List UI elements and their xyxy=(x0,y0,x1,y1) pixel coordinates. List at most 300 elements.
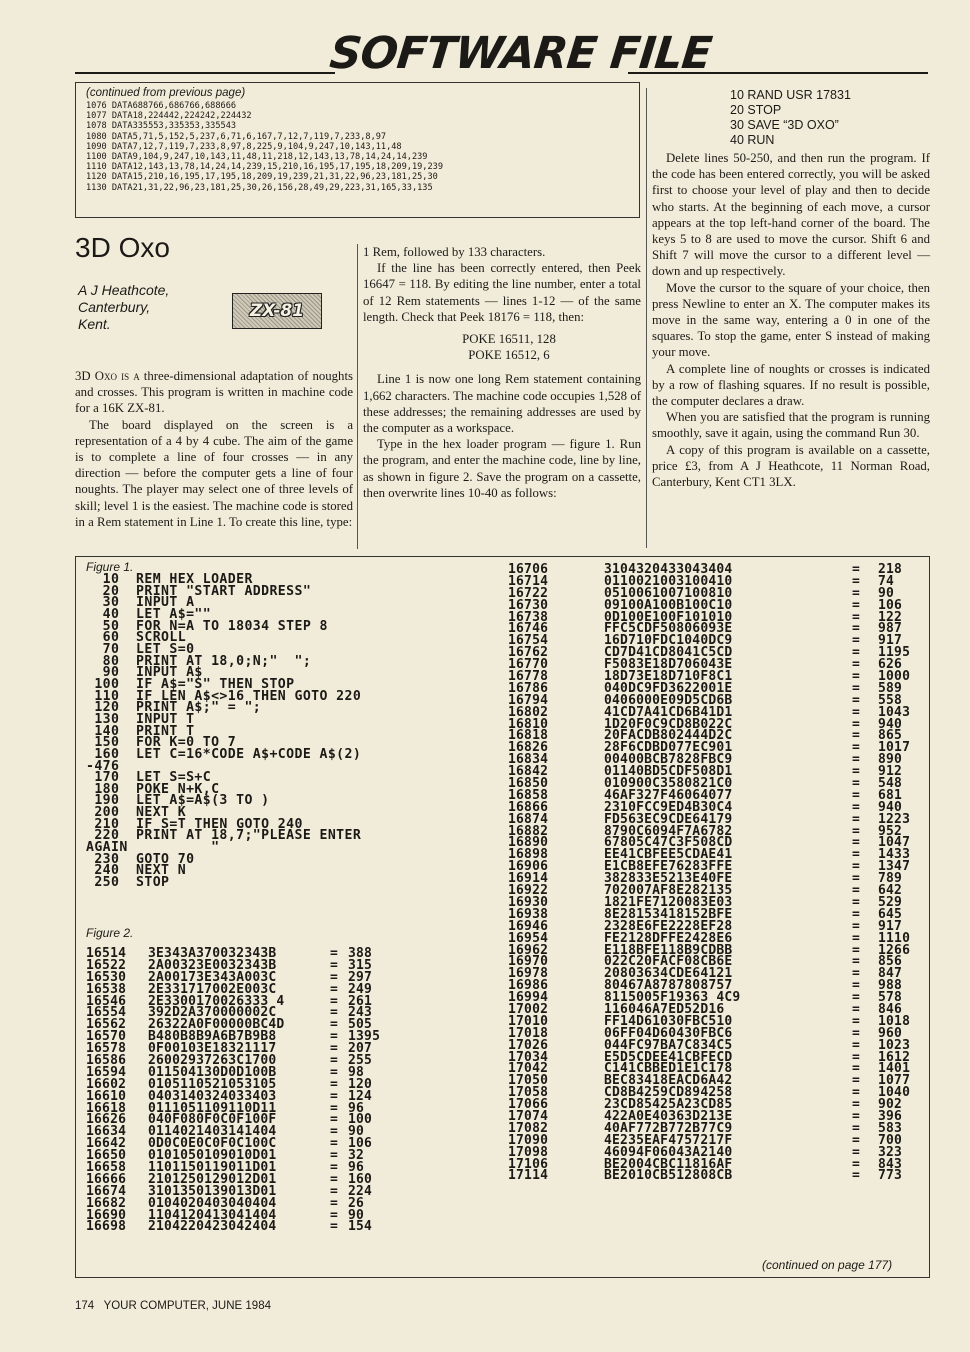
figure-2-hex-code: 0111051109110D11 xyxy=(148,1100,277,1116)
figure-2-checksum: 1018 xyxy=(878,1013,911,1029)
figure-2-checksum: 843 xyxy=(878,1156,903,1172)
figure-2-equals: = xyxy=(852,692,861,708)
figure-2-address: 16778 xyxy=(508,669,549,685)
figure-2-hex-code: 09100A100B100C10 xyxy=(604,597,733,613)
figure-2-checksum: 160 xyxy=(348,1171,373,1187)
figure-2-hex-code: 1821FE7120083E03 xyxy=(604,894,733,910)
figure-2-row xyxy=(86,1019,476,1031)
figure-2-hex-code: F5083E18D706043E xyxy=(604,657,733,673)
figure-2-address: 16922 xyxy=(508,883,549,899)
figure-2-row xyxy=(86,1055,476,1067)
figure-2-address: 16618 xyxy=(86,1100,127,1116)
figure-2-checksum: 529 xyxy=(878,894,903,910)
figure-2-hex-code: FD563EC9CDE64179 xyxy=(604,811,733,827)
figure-2-equals: = xyxy=(330,1183,339,1199)
header-rule-right xyxy=(628,72,928,74)
figure-2-hex-code: 1101150119011D01 xyxy=(148,1160,277,1176)
figure-2-equals: = xyxy=(330,1136,339,1152)
figure-2-checksum: 1433 xyxy=(878,847,911,863)
figure-2-equals: = xyxy=(852,728,861,744)
figure-2-hex-code: E1CB8EFE76283FFE xyxy=(604,859,733,875)
figure-2-checksum: 1223 xyxy=(878,811,911,827)
figure-2-row xyxy=(86,957,476,973)
figure-2-checksum: 315 xyxy=(348,957,373,973)
figure-2-address: 16770 xyxy=(508,657,549,673)
figure-2-equals: = xyxy=(330,1171,339,1187)
column-divider-1 xyxy=(357,244,358,549)
figure-2-address: 16962 xyxy=(508,942,549,958)
figure-2-checksum: 124 xyxy=(348,1088,373,1104)
figure-2-checksum: 323 xyxy=(878,1144,903,1160)
figure-2-address: 17010 xyxy=(508,1013,549,1029)
figure-2-address: 17074 xyxy=(508,1108,549,1124)
figure-2-hex-code: 0104020403040404 xyxy=(148,1195,277,1211)
figure-2-row xyxy=(86,993,476,1009)
figure-2-hex-code: BE2004CBC11816AF xyxy=(604,1156,733,1172)
figure-1-line: 70 LET S=0 xyxy=(86,641,195,657)
figure-2-row xyxy=(86,1076,476,1092)
listing-line: 1080 DATA5,71,5,152,5,237,6,71,6,167,7,12,7,119,7,233,8,97 xyxy=(86,131,387,142)
figure-2-hex-code: 0403140324033403 xyxy=(148,1088,277,1104)
figure-2-checksum: 106 xyxy=(878,597,903,613)
figure-2-hex-code: 392D2A370000002C xyxy=(148,1005,277,1021)
figure-1-line: 40 LET A$="" xyxy=(86,606,212,622)
figure-2-checksum: 558 xyxy=(878,692,903,708)
figure-2-hex-code: 116046A7ED52D16 xyxy=(604,1001,725,1017)
figure-2-equals: = xyxy=(852,716,861,732)
figure-2-address: 16802 xyxy=(508,704,549,720)
figure-1-line: 190 LET A$=A$(3 TO ) xyxy=(86,793,270,809)
figure-1-line: 20 PRINT "START ADDRESS" xyxy=(86,583,312,599)
figure-2-hex-code: 1104120413041404 xyxy=(148,1207,277,1223)
col3-paragraph-1: Delete lines 50-250, and then run the program. If the code has been entered correctly, you will be asked first to choose your level of play and then to decide who starts. At the beginning of each move, a cursor appears at the top left-hand corner of the board. The keys 5 to 8 are used to move the cursor. Shift 6 and Shift 7 will move the cursor to a different level — down and up respectively. xyxy=(652,151,930,279)
figure-2-hex-code: FF14D61030FBC510 xyxy=(604,1013,733,1029)
figure-2-address: 16602 xyxy=(86,1076,127,1092)
figure-1-line: 230 GOTO 70 xyxy=(86,851,195,867)
figure-2-checksum: 1000 xyxy=(878,669,911,685)
figure-2-checksum: 789 xyxy=(878,871,903,887)
figure-2-address: 16762 xyxy=(508,645,549,661)
figure-2-equals: = xyxy=(330,1207,339,1223)
figure-2-checksum: 917 xyxy=(878,918,903,934)
figure-2-address: 16538 xyxy=(86,981,127,997)
figure-2-address: 16674 xyxy=(86,1183,127,1199)
figure-2-equals: = xyxy=(852,990,861,1006)
figure-2-checksum: 773 xyxy=(878,1168,903,1184)
figure-2-hex-code: 040F080F0C0F100F xyxy=(148,1112,277,1128)
save-line: 40 RUN xyxy=(730,133,775,147)
figure-2-row xyxy=(508,1170,928,1182)
figure-2-address: 17002 xyxy=(508,1001,549,1017)
figure-2-row xyxy=(86,1114,476,1126)
figure-2-equals: = xyxy=(852,562,861,577)
figure-2-checksum: 120 xyxy=(348,1076,373,1092)
figure-2-checksum: 681 xyxy=(878,787,903,803)
figure-2-equals: = xyxy=(852,930,861,946)
figure-2-address: 17026 xyxy=(508,1037,549,1053)
col2-paragraph-2: If the line has been correctly entered, then Peek 16647 = 118. By editing the line number, enter a total of 12 Rem statements — lines 1-12 — of the same length. Check that Peek 18176 = 118, then: xyxy=(363,261,641,324)
figure-2-equals: = xyxy=(330,1219,339,1235)
figure-2-address: 16914 xyxy=(508,871,549,887)
figure-2-hex-code: 382833E5213E40FE xyxy=(604,871,733,887)
figure-2-hex-code: 2E3300170026333 4 xyxy=(148,993,285,1009)
figure-2-checksum: 700 xyxy=(878,1132,903,1148)
save-line: 20 STOP xyxy=(730,103,782,117)
figure-2-address: 17098 xyxy=(508,1144,549,1160)
figure-2-address: 17066 xyxy=(508,1097,549,1113)
figure-2-checksum: 847 xyxy=(878,966,903,982)
figure-1-line: 150 FOR K=0 TO 7 xyxy=(86,735,237,751)
figure-2-equals: = xyxy=(852,966,861,982)
figure-2-hex-code: 1D20F0C9CD8B022C xyxy=(604,716,733,732)
listing-line: 1130 DATA21,31,22,96,23,181,25,30,26,156,28,49,29,223,31,165,33,135 xyxy=(86,182,433,193)
figure-2-checksum: 952 xyxy=(878,823,903,839)
figure-2-address: 16890 xyxy=(508,835,549,851)
figure-2-hex-code: 46094F06043A2140 xyxy=(604,1144,733,1160)
figure-2-continued-note: (continued on page 177) xyxy=(762,1258,893,1272)
figure-2-row xyxy=(86,1100,476,1116)
figure-1-line: 250 STOP xyxy=(86,875,170,891)
figure-2-hex-code: FE2128DFFE2428E6 xyxy=(604,930,733,946)
figure-1-line: 210 IF S=T THEN GOTO 240 xyxy=(86,816,303,832)
figure-2-hex-code: CD7D41CD8041C5CD xyxy=(604,645,733,661)
figure-2-equals: = xyxy=(852,704,861,720)
figure-2-checksum: 122 xyxy=(878,609,903,625)
figure-2-equals: = xyxy=(330,1124,339,1140)
figure-2-equals: = xyxy=(852,1037,861,1053)
col2-paragraph-1: 1 Rem, followed by 133 characters. xyxy=(363,245,546,259)
figure-2-hex-code: 8E28153418152BFE xyxy=(604,906,733,922)
figure-2-hex-code: 2A00173E343A003C xyxy=(148,969,277,985)
figure-2-row xyxy=(86,1031,476,1043)
figure-2-checksum: 865 xyxy=(878,728,903,744)
figure-1-line: 130 INPUT T xyxy=(86,711,195,727)
zx81-badge xyxy=(232,293,322,329)
save-line: 10 RAND USR 17831 xyxy=(730,88,851,102)
figure-2-address: 16650 xyxy=(86,1148,127,1164)
figure-2-address: 17082 xyxy=(508,1120,549,1136)
figure-2-equals: = xyxy=(330,946,339,961)
figure-2-equals: = xyxy=(852,669,861,685)
figure-2-checksum: 388 xyxy=(348,946,373,961)
figure-2-address: 16810 xyxy=(508,716,549,732)
column-divider-2 xyxy=(646,88,647,548)
figure-2-checksum: 207 xyxy=(348,1041,373,1057)
figure-2-checksum: 960 xyxy=(878,1025,903,1041)
figure-1-line: 60 SCROLL xyxy=(86,630,187,646)
figure-2-checksum: 224 xyxy=(348,1183,373,1199)
figure-1-line: 90 INPUT A$ xyxy=(86,665,203,681)
figure-2-address: 16866 xyxy=(508,799,549,815)
figure-2-address: 17106 xyxy=(508,1156,549,1172)
figure-2-address: 16754 xyxy=(508,633,549,649)
figure-2-address: 16722 xyxy=(508,585,549,601)
figure-2-hex-code: E5D5CDEE41CBFECD xyxy=(604,1049,733,1065)
figure-2-hex-code: EE41CBFEE5CDAE41 xyxy=(604,847,733,863)
col1-paragraph-1 xyxy=(75,368,353,417)
figure-2-hex-code: 4E235EAF4757217F xyxy=(604,1132,733,1148)
figure-2-address: 17114 xyxy=(508,1168,549,1184)
figure-2-equals: = xyxy=(852,633,861,649)
figure-2-right-table xyxy=(508,564,928,1182)
figure-2-hex-code: 18D73E18D710F8C1 xyxy=(604,669,733,685)
figure-2-row xyxy=(86,948,476,960)
figure-2-equals: = xyxy=(852,1168,861,1184)
author-byline xyxy=(78,282,169,333)
badge-label: ZX-81 xyxy=(249,301,305,321)
figure-2-hex-code: B480B8B9A6B7B9B8 xyxy=(148,1029,277,1045)
figure-2-checksum: 1395 xyxy=(348,1029,381,1045)
figure-2-address: 17034 xyxy=(508,1049,549,1065)
listing-line: 1100 DATA9,104,9,247,10,143,11,48,11,218,12,143,13,78,14,24,14,239 xyxy=(86,152,428,163)
figure-2-checksum: 505 xyxy=(348,1017,373,1033)
figure-1-line: 30 INPUT A xyxy=(86,595,195,611)
figure-2-hex-code: CD8B4259CD894258 xyxy=(604,1085,733,1101)
figure-1-line: 110 IF LEN A$<>16 THEN GOTO 220 xyxy=(86,688,362,704)
figure-2-checksum: 396 xyxy=(878,1108,903,1124)
figure-2-address: 16658 xyxy=(86,1160,127,1176)
figure-2-equals: = xyxy=(852,1061,861,1077)
figure-2-row xyxy=(86,1183,476,1199)
figure-1-line: 200 NEXT K xyxy=(86,805,187,821)
figure-2-checksum: 1110 xyxy=(878,930,911,946)
author-name: A J Heathcote, xyxy=(78,282,170,298)
figure-2-address: 17018 xyxy=(508,1025,549,1041)
figure-2-address: 16634 xyxy=(86,1124,127,1140)
figure-2-address: 17050 xyxy=(508,1073,549,1089)
figure-2-equals: = xyxy=(852,906,861,922)
figure-2-checksum: 987 xyxy=(878,621,903,637)
figure-2-row xyxy=(86,1043,476,1055)
figure-2-hex-code: 2328E6FE2228EF28 xyxy=(604,918,733,934)
figure-2-hex-code: 0F00103E18321117 xyxy=(148,1041,277,1057)
figure-2-equals: = xyxy=(852,1108,861,1124)
figure-1-line: AGAIN " xyxy=(86,840,220,856)
figure-2-address: 16578 xyxy=(86,1041,127,1057)
col3-paragraph-3: A complete line of noughts or crosses is indicated by a row of flashing squares. If no result is possible, the computer declares a draw. xyxy=(652,361,930,409)
figure-2-hex-code: 01140BD5CDF508D1 xyxy=(604,764,733,780)
figure-2-hex-code: 2310FCC9ED4B30C4 xyxy=(604,799,733,815)
figure-2-equals: = xyxy=(852,823,861,839)
figure-2-hex-code: 702007AF8E282135 xyxy=(604,883,733,899)
figure-2-hex-code: 23CD85425A23CD85 xyxy=(604,1097,733,1113)
col2-paragraph-4: Type in the hex loader program — figure 1. Run the program, and enter the machine code, line by line, as shown in figure 2. Save the program on a cassette, then overwrite lines 10-40 as follows: xyxy=(363,437,641,500)
figure-2-hex-code: 26002937263C1700 xyxy=(148,1053,277,1069)
figure-2-equals: = xyxy=(852,894,861,910)
figure-2-address: 16938 xyxy=(508,906,549,922)
author-town: Canterbury, xyxy=(78,299,151,315)
figure-2-address: 16978 xyxy=(508,966,549,982)
figure-2-checksum: 940 xyxy=(878,716,903,732)
listing-line: 1078 DATA335553,335353,335543 xyxy=(86,121,237,132)
figure-2-equals: = xyxy=(852,645,861,661)
figure-2-equals: = xyxy=(852,787,861,803)
figure-1-line: 160 LET C=16*CODE A$+CODE A$(2) xyxy=(86,746,362,762)
figure-2-checksum: 856 xyxy=(878,954,903,970)
figure-2-equals: = xyxy=(852,1025,861,1041)
figure-2-hex-code: 3104320433043404 xyxy=(604,562,733,577)
figure-2-address: 16994 xyxy=(508,990,549,1006)
figure-2-checksum: 645 xyxy=(878,906,903,922)
figure-2-hex-code: 0510061007100810 xyxy=(604,585,733,601)
figure-2-address: 16706 xyxy=(508,562,549,577)
figure-2-address: 16794 xyxy=(508,692,549,708)
figure-2-checksum: 1347 xyxy=(878,859,911,875)
figure-2-address: 16546 xyxy=(86,993,127,1009)
figure-2-checksum: 912 xyxy=(878,764,903,780)
figure-2-hex-code: 20803634CDE64121 xyxy=(604,966,733,982)
figure-2-checksum: 578 xyxy=(878,990,903,1006)
figure-2-checksum: 642 xyxy=(878,883,903,899)
figure-2-address: 16986 xyxy=(508,978,549,994)
figure-2-equals: = xyxy=(852,978,861,994)
figure-2-checksum: 96 xyxy=(348,1100,365,1116)
figure-2-address: 16898 xyxy=(508,847,549,863)
figure-2-equals: = xyxy=(852,776,861,792)
listing-box xyxy=(75,82,640,218)
figure-2-hex-code: 40AF772B772B77C9 xyxy=(604,1120,733,1136)
figure-2-equals: = xyxy=(852,942,861,958)
figure-2-checksum: 100 xyxy=(348,1112,373,1128)
figure-2-checksum: 1043 xyxy=(878,704,911,720)
figure-2-address: 17090 xyxy=(508,1132,549,1148)
figure-2-row xyxy=(86,1138,476,1150)
figure-2-hex-code: 28F6CDBD077EC901 xyxy=(604,740,733,756)
figure-2-address: 16714 xyxy=(508,573,549,589)
figure-2-hex-code: 8115005F19363 4C9 xyxy=(604,990,741,1006)
figure-2-equals: = xyxy=(852,680,861,696)
figure-2-equals: = xyxy=(852,609,861,625)
figure-1-listing xyxy=(86,574,361,889)
figure-2-checksum: 1612 xyxy=(878,1049,911,1065)
figure-2-hex-code: 0D100E100F101010 xyxy=(604,609,733,625)
col1-lead-caps: 3D Oxo is a xyxy=(75,369,140,383)
figure-2-equals: = xyxy=(330,1064,339,1080)
figure-2-hex-code: 26322A0F00000BC4D xyxy=(148,1017,285,1033)
figure-2-address: 16698 xyxy=(86,1219,127,1235)
author-county: Kent. xyxy=(78,316,111,332)
col3-paragraph-4: When you are satisfied that the program is running smoothly, save it again, using the command Run 30. xyxy=(652,410,930,441)
listing-lines xyxy=(86,101,629,193)
listing-line: 1110 DATA12,143,13,78,14,24,14,239,15,210,16,195,17,195,18,209,19,239 xyxy=(86,162,443,173)
figure-2-equals: = xyxy=(330,1041,339,1057)
figure-2-hex-code: 011504130D0D100B xyxy=(148,1064,277,1080)
figure-2-hex-code: BEC83418EACD6A42 xyxy=(604,1073,733,1089)
figure-2-row xyxy=(86,1064,476,1080)
figure-2-hex-code: 00400BCB7828FBC9 xyxy=(604,752,733,768)
listing-line: 1090 DATA7,12,7,119,7,233,8,97,8,225,9,104,9,247,10,143,11,48 xyxy=(86,141,402,152)
figure-2-address: 17058 xyxy=(508,1085,549,1101)
figure-1-line: 100 IF A$="S" THEN STOP xyxy=(86,676,295,692)
figure-2-equals: = xyxy=(852,752,861,768)
figure-2-address: 16586 xyxy=(86,1053,127,1069)
figure-2-equals: = xyxy=(330,957,339,973)
figure-2-equals: = xyxy=(852,1085,861,1101)
figure-2-hex-code: 16D710FDC1040DC9 xyxy=(604,633,733,649)
figure-2-checksum: 98 xyxy=(348,1064,365,1080)
figure-2-hex-code: 0406000E09D5CD6B xyxy=(604,692,733,708)
figure-2-equals: = xyxy=(852,871,861,887)
figure-2-address: 16842 xyxy=(508,764,549,780)
listing-line: 1077 DATA18,224442,224242,224432 xyxy=(86,111,252,122)
figure-1-line: 120 PRINT A$;" = "; xyxy=(86,700,262,716)
figure-2-checksum: 1266 xyxy=(878,942,911,958)
col2-paragraph-3: Line 1 is now one long Rem statement containing 1,662 characters. The machine code occupies 1,528 of these addresses; the remaining addresses are used by the computer as a workspace. xyxy=(363,372,641,436)
col3-paragraph-5: A copy of this program is available on a cassette, price £3, from A J Heathcote, 11 Norman Road, Canterbury, Kent CT1 3LX. xyxy=(652,442,930,490)
figure-2-equals: = xyxy=(852,1073,861,1089)
figure-2-hex-code: 46AF327F46064077 xyxy=(604,787,733,803)
figure-2-address: 16818 xyxy=(508,728,549,744)
figure-2-row xyxy=(86,1221,476,1233)
figure-2-equals: = xyxy=(852,1132,861,1148)
figure-2-equals: = xyxy=(330,981,339,997)
figure-2-hex-code: 2101250129012D01 xyxy=(148,1171,277,1187)
col1-p1-text: three-dimensional adaptation of noughts and crosses. This program is written in machine code for a 16K ZX-81. xyxy=(75,369,353,416)
figure-2-caption: Figure 2. xyxy=(86,926,134,940)
figure-2-address: 16642 xyxy=(86,1136,127,1152)
article-column-2 xyxy=(363,244,641,501)
col1-paragraph-2: The board displayed on the screen is a representation of a 4 by 4 cube. The aim of the game is to complete a line of four crosses — in any direction — before the computer gets a line of four noughts. The player may select one of three levels of skill; level 1 is the easiest. The machine code is stored in a Rem statement in Line 1. To create this line, type: xyxy=(75,417,353,529)
figure-2-equals: = xyxy=(852,740,861,756)
figure-2-equals: = xyxy=(852,954,861,970)
figure-2-equals: = xyxy=(852,859,861,875)
figure-2-equals: = xyxy=(852,883,861,899)
figure-2-address: 16610 xyxy=(86,1088,127,1104)
listing-continued-note: (continued from previous page) xyxy=(86,87,246,99)
figure-2-address: 16954 xyxy=(508,930,549,946)
figure-1-line: 50 FOR N=A TO 18034 STEP 8 xyxy=(86,618,328,634)
figure-2-checksum: 32 xyxy=(348,1148,365,1164)
figure-2-hex-code: 3101350139013D01 xyxy=(148,1183,277,1199)
figure-2-checksum: 1077 xyxy=(878,1073,911,1089)
figure-1-line: 180 POKE N+K,C xyxy=(86,781,220,797)
figure-2-checksum: 74 xyxy=(878,573,895,589)
figure-2-hex-code: 040DC9FD3622001E xyxy=(604,680,733,696)
figure-2-address: 16786 xyxy=(508,680,549,696)
figure-1-caption: Figure 1. xyxy=(86,560,134,574)
figure-2-checksum: 96 xyxy=(348,1160,365,1176)
figure-2-hex-code: 2A00323E0032343B xyxy=(148,957,277,973)
page-footer: 174 YOUR COMPUTER, JUNE 1984 xyxy=(75,1300,271,1312)
figure-2-address: 16730 xyxy=(508,597,549,613)
figure-2-hex-code: 044FC97BA7C834C5 xyxy=(604,1037,733,1053)
figure-1-line: 170 LET S=S+C xyxy=(86,770,212,786)
figure-2-address: 16874 xyxy=(508,811,549,827)
figure-2-row xyxy=(86,1171,476,1187)
figure-2-equals: = xyxy=(852,1097,861,1113)
figure-2-hex-code: 010900C3580821C0 xyxy=(604,776,733,792)
figure-2-equals: = xyxy=(852,811,861,827)
figure-2-address: 16930 xyxy=(508,894,549,910)
figure-2-equals: = xyxy=(852,1013,861,1029)
figure-2-equals: = xyxy=(852,573,861,589)
figure-2-equals: = xyxy=(330,1112,339,1128)
figure-2-equals: = xyxy=(330,1148,339,1164)
figure-2-address: 16666 xyxy=(86,1171,127,1187)
figure-2-address: 16738 xyxy=(508,609,549,625)
figure-2-hex-code: 06FF04D60430FBC6 xyxy=(604,1025,733,1041)
figure-2-checksum: 90 xyxy=(878,585,895,601)
figure-2-equals: = xyxy=(852,918,861,934)
figure-2-checksum: 548 xyxy=(878,776,903,792)
figure-2-address: 17042 xyxy=(508,1061,549,1077)
figure-2-address: 16594 xyxy=(86,1064,127,1080)
figure-2-hex-code: 2104220423042404 xyxy=(148,1219,277,1235)
figure-2-checksum: 26 xyxy=(348,1195,365,1211)
figure-2-equals: = xyxy=(330,1017,339,1033)
figure-2-hex-code: 67805C47C3F508CD xyxy=(604,835,733,851)
figure-2-hex-code: E118BFE118B9CDBB xyxy=(604,942,733,958)
